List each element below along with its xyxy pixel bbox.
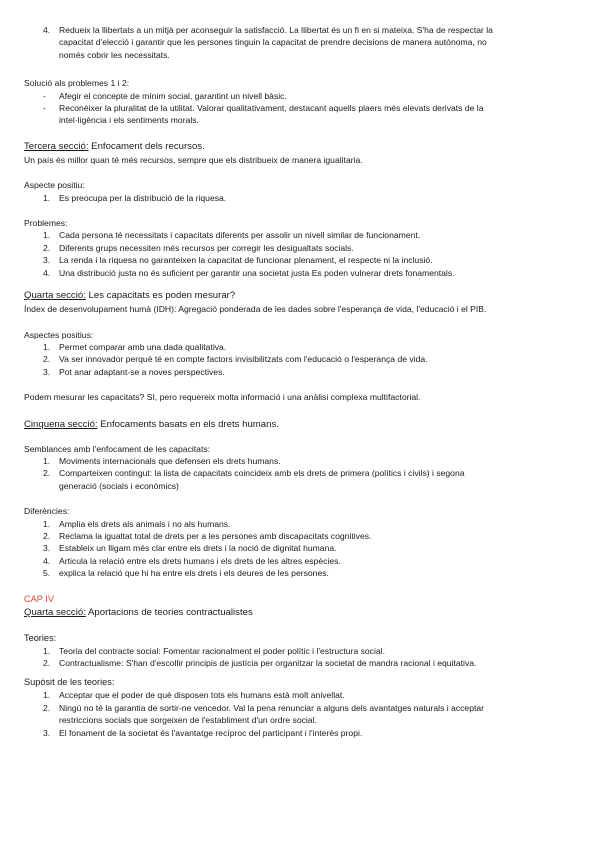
solucio-title: Solució als problemes 1 i 2: — [24, 78, 130, 89]
section-description: Un país és millor quan té més recursos, sempre que els distribueix de manera igualitaria. — [24, 154, 363, 165]
list-number: 2. — [43, 530, 51, 541]
text-line: Afegir el concepte de mínim social, garantint un nivell bàsic. — [59, 90, 287, 101]
section-description: Índex de desenvolupament humà (IDH): Agregació ponderada de les dades sobre l'esperança de vida, l'educació i el PIB. — [24, 304, 487, 315]
list-number: 2. — [43, 354, 51, 365]
list-number: 4. — [43, 555, 51, 566]
list-item — [24, 229, 576, 241]
list-item — [24, 467, 576, 492]
section-label: Cinquena secció: — [24, 418, 98, 430]
list-item — [24, 242, 576, 254]
text-line: Contractualisme: S'han d'escollir principis de justícia per organitzar la societat de mandra racional i equitativa. — [59, 658, 477, 668]
list-bullet: - — [43, 90, 46, 101]
list-item — [24, 530, 576, 542]
list-item — [24, 254, 576, 266]
list-number: 3. — [43, 543, 51, 554]
list-item — [24, 341, 576, 353]
text-line: Moviments internacionals que defensen els drets humans. — [59, 455, 281, 466]
list-item — [24, 542, 576, 554]
list-number: 2. — [43, 702, 51, 713]
list-number: 2. — [43, 658, 51, 668]
text-line: restriccions socials que sorgeixen de l'establiment d'un ordre social. — [59, 715, 317, 726]
text-line: Es preocupa per la distribució de la riquesa. — [59, 192, 227, 203]
text-line: Va ser innovador perquè té en compte factors invisibilitzats com l'educació o l'esperança de vida. — [59, 354, 428, 365]
section-title: Les capacitats es poden mesurar? — [85, 290, 236, 302]
list-item — [24, 702, 576, 727]
text-line: Reconèixer la pluralitat de la utilitat. Valorar qualitativament, destacant aquells plaers més elevats derivats de la — [59, 103, 484, 114]
text-line: capacitat d'elecció i garantir que les persones tinguin la capacitat de prendre decisions de manera autònoma, no — [59, 37, 487, 48]
list-number: 2. — [43, 242, 51, 253]
text-line: explica la relació que hi ha entre els drets i els deures de les persones. — [59, 568, 329, 579]
list-item — [24, 645, 576, 657]
text-line: Comparteixen contingut: la lista de capacitats coincideix amb els drets de primera (polítics i civils) i segona — [59, 468, 465, 479]
list-number: 1. — [43, 645, 51, 656]
text-line: El fonament de la societat és l'avantatge recíproc del participant i l'interès propi. — [59, 727, 363, 738]
list-number: 1. — [43, 518, 51, 529]
list-item — [24, 567, 576, 579]
section-heading-quarta — [24, 289, 576, 303]
section-heading-cinquena — [24, 418, 576, 432]
list-item — [24, 267, 576, 279]
text-line: Permet comparar amb una dada qualitativa. — [59, 341, 227, 352]
text-line: Teoria del contracte social: Fomentar racionalment el poder polític i l'estructura social. — [59, 645, 385, 656]
list-item — [24, 353, 576, 365]
semblances-title: Semblances amb l'enfocament de les capacitats: — [24, 443, 211, 454]
section-title: Enfocament dels recursos. — [88, 140, 205, 152]
text-line: Estableix un lligam més clar entre els drets i la noció de dignitat humana. — [59, 543, 337, 554]
list-number: 4. — [43, 25, 51, 35]
text-line: Reclama la igualtat total de drets per a les persones amb discapacitats cognitives. — [59, 530, 372, 541]
text-line: La renda i la riquesa no garanteixen la capacitat de funcionar plenament, el respecte ni la inclusió. — [59, 255, 433, 266]
text-line: Pot anar adaptant-se a noves perspectives. — [59, 366, 225, 377]
text-line: Cada persona té necessitats i capacitats diferents per assolir un nivell similar de funcionament. — [59, 230, 421, 241]
text-line: intel·ligència i els sentiments morals. — [59, 115, 199, 126]
section-title: Enfocaments basats en els drets humans. — [97, 418, 279, 430]
section-label: Quarta secció: — [24, 606, 86, 618]
list-number: 1. — [43, 192, 51, 203]
list-number: 1. — [43, 341, 51, 352]
list-number: 5. — [43, 568, 51, 579]
list-number: 1. — [43, 455, 51, 466]
list-item — [24, 727, 576, 739]
list-number: 1. — [43, 690, 51, 701]
list-item — [24, 657, 576, 669]
list-item — [24, 518, 576, 530]
section-label: Tercera secció: — [24, 140, 89, 152]
section-heading-cap4 — [24, 606, 576, 620]
list-number: 3. — [43, 255, 51, 266]
list-item — [24, 689, 576, 701]
text-line: Ningú no té la garantia de sortir-ne vencedor. Val la pena renunciar a alguns dels avantatges naturals i acceptar — [59, 702, 485, 713]
section-title: Aportacions de teories contractualistes — [85, 606, 253, 618]
aspecte-title: Aspecte positiu: — [24, 180, 85, 191]
list-number: 2. — [43, 468, 51, 479]
chapter-heading: CAP IV — [24, 593, 54, 604]
list-item — [24, 555, 576, 567]
problemes-title: Problemes: — [24, 218, 68, 229]
text-line: només cobrir les necessitats. — [59, 49, 170, 60]
text-line: Articula la relació entre els drets humans i els drets de les altres espècies. — [59, 555, 341, 566]
text-line: Diferents grups necessiten més recursos per corregir les desigualtats socials. — [59, 242, 354, 253]
text-line: Una distribució justa no és suficient per garantir una societat justa Es poden vulnerar drets fonamentals. — [59, 267, 455, 278]
list-number: 3. — [43, 727, 51, 738]
list-item — [24, 192, 576, 204]
diferencies-title: Diferències: — [24, 506, 70, 517]
list-item — [24, 24, 576, 61]
text-line: Amplia els drets als animals i no als humans. — [59, 518, 231, 529]
list-bullet: - — [43, 103, 46, 114]
list-item — [24, 102, 576, 127]
section-heading-tercera — [24, 140, 576, 154]
question-paragraph: Podem mesurar les capacitats? SI, pero requereix molta informació i una anàlisi complexa multifactorial. — [24, 392, 421, 403]
aspectes-title: Aspectes positius: — [24, 329, 94, 340]
suposit-title: Supòsit de les teories: — [24, 677, 115, 688]
list-item — [24, 90, 576, 102]
list-number: 4. — [43, 267, 51, 278]
list-number: 3. — [43, 366, 51, 377]
text-line: Acceptar que el poder de què disposen tots els humans està molt anivellat. — [59, 690, 345, 701]
section-label: Quarta secció: — [24, 290, 86, 302]
list-number: 1. — [43, 230, 51, 241]
list-item — [24, 366, 576, 378]
text-line: Redueix la llibertats a un mitjà per aconseguir la satisfacció. La llibertat és un fi en si mateixa. S'ha de respectar la — [59, 25, 493, 35]
list-item — [24, 455, 576, 467]
teories-title: Teories: — [24, 632, 57, 643]
text-line: generació (socials i econòmics) — [59, 480, 179, 491]
